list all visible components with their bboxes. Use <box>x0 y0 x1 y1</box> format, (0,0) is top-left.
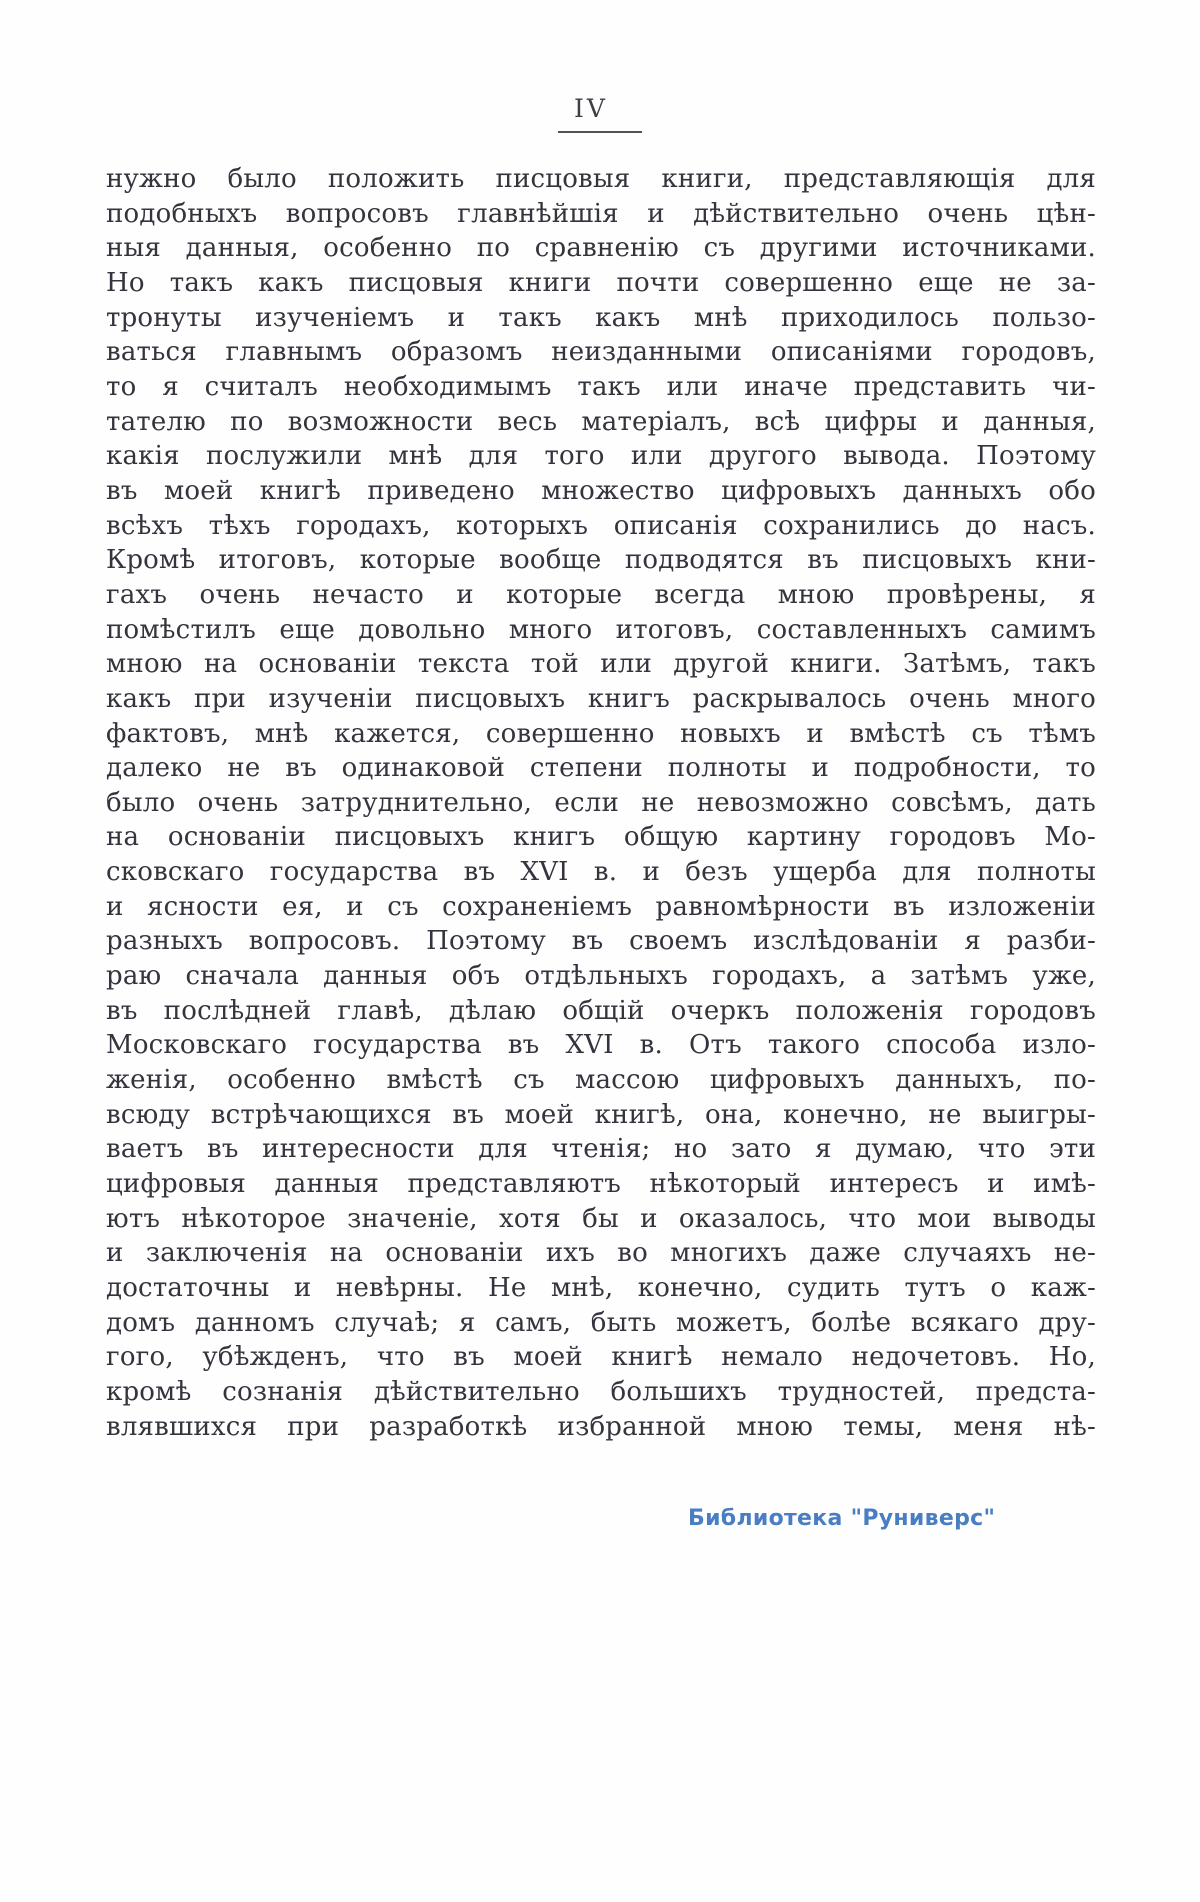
text-line: на основаніи писцовыхъ книгъ общую картину городовъ Мо- <box>106 822 1096 853</box>
text-line: мною на основаніи текста той или другой книги. Затѣмъ, такъ <box>106 649 1096 680</box>
page-number-header <box>0 94 1200 133</box>
text-line: гого, убѣжденъ, что въ моей книгѣ немало недочетовъ. Но, <box>106 1342 1096 1373</box>
text-line: далеко не въ одинаковой степени полноты и подробности, то <box>106 753 1096 784</box>
text-line: въ моей книгѣ приведено множество цифровыхъ данныхъ обо <box>106 475 1096 506</box>
text-line: какъ при изученіи писцовыхъ книгъ раскрывалось очень много <box>106 683 1096 714</box>
text-line: Но такъ какъ писцовыя книги почти совершенно еще не за- <box>106 267 1096 298</box>
text-line: Кромѣ итоговъ, которые вообще подводятся въ писцовыхъ кни- <box>106 545 1096 576</box>
text-line: гахъ очень нечасто и которые всегда мною провѣрены, я <box>106 579 1096 610</box>
text-line: было очень затруднительно, если не невозможно совсѣмъ, дать <box>106 787 1096 818</box>
text-line: Московскаго государства въ XVI в. Отъ такого способа изло- <box>106 1030 1096 1061</box>
text-line: ютъ нѣкоторое значеніе, хотя бы и оказалось, что мои выводы <box>106 1203 1096 1234</box>
text-line: цифровыя данныя представляютъ нѣкоторый интересъ и имѣ- <box>106 1169 1096 1200</box>
text-line: ваться главнымъ образомъ неизданными описаніями городовъ, <box>106 337 1096 368</box>
text-line: сковскаго государства въ XVI в. и безъ ущерба для полноты <box>106 857 1096 888</box>
text-line: въ послѣдней главѣ, дѣлаю общій очеркъ положенія городовъ <box>106 995 1096 1026</box>
text-line: помѣстилъ еще довольно много итоговъ, составленныхъ самимъ <box>106 614 1096 645</box>
text-line: женія, особенно вмѣстѣ съ массою цифровыхъ данныхъ, по- <box>106 1065 1096 1096</box>
text-line: и ясности ея, и съ сохраненіемъ равномѣрности въ изложеніи <box>106 891 1096 922</box>
page-number: IV <box>558 94 642 133</box>
text-line: фактовъ, мнѣ кажется, совершенно новыхъ и вмѣстѣ съ тѣмъ <box>106 718 1096 749</box>
text-line: то я считалъ необходимымъ такъ или иначе представить чи- <box>106 371 1096 402</box>
text-line: влявшихся при разработкѣ избранной мною темы, меня нѣ- <box>106 1411 1096 1442</box>
text-line: ваетъ въ интересности для чтенія; но зато я думаю, что эти <box>106 1134 1096 1165</box>
text-line: ныя данныя, особенно по сравненію съ другими источниками. <box>106 233 1096 264</box>
body-text <box>106 162 1096 1444</box>
text-line: и заключенія на основаніи ихъ во многихъ даже случаяхъ не- <box>106 1238 1096 1269</box>
library-watermark: Библиотека "Руниверс" <box>688 1506 996 1531</box>
text-line: домъ данномъ случаѣ; я самъ, быть можетъ, болѣе всякаго дру- <box>106 1307 1096 1338</box>
text-line: раю сначала данныя объ отдѣльныхъ городахъ, а затѣмъ уже, <box>106 961 1096 992</box>
text-line: какія послужили мнѣ для того или другого вывода. Поэтому <box>106 441 1096 472</box>
text-line: разныхъ вопросовъ. Поэтому въ своемъ изслѣдованіи я разби- <box>106 926 1096 957</box>
text-line: подобныхъ вопросовъ главнѣйшія и дѣйствительно очень цѣн- <box>106 198 1096 229</box>
text-line: всѣхъ тѣхъ городахъ, которыхъ описанія сохранились до насъ. <box>106 510 1096 541</box>
text-line: достаточны и невѣрны. Не мнѣ, конечно, судить тутъ о каж- <box>106 1273 1096 1303</box>
text-line: всюду встрѣчающихся въ моей книгѣ, она, конечно, не выигры- <box>106 1099 1096 1130</box>
text-line: нужно было положить писцовыя книги, представляющія для <box>106 164 1096 194</box>
text-line: кромѣ сознанія дѣйствительно большихъ трудностей, предста- <box>106 1376 1096 1407</box>
text-line: тателю по возможности весь матеріалъ, всѣ цифры и данныя, <box>106 406 1096 437</box>
text-line: тронуты изученіемъ и такъ какъ мнѣ приходилось пользо- <box>106 302 1096 333</box>
